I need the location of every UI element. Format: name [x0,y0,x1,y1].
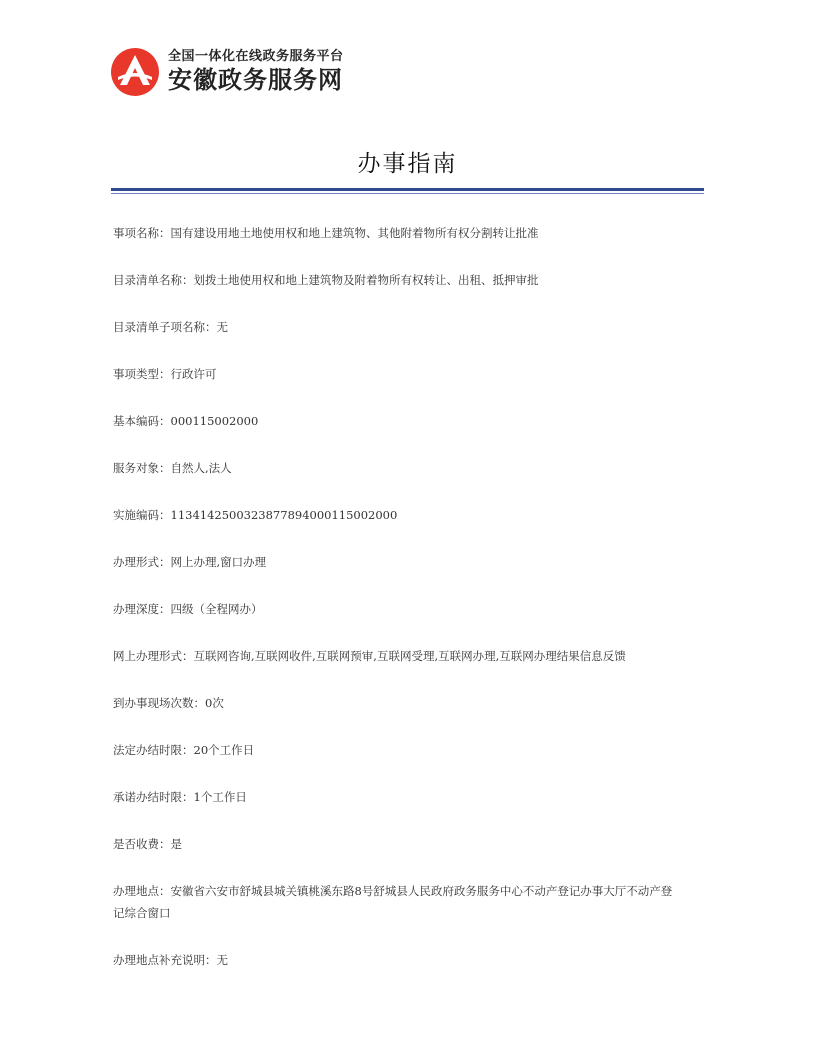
field-label: 事项类型： [113,367,171,381]
field-label: 承诺办结时限： [113,790,194,804]
field-value: 四级（全程网办） [170,602,263,616]
field-value: 行政许可 [170,367,217,381]
field-value: 000115002000 [170,414,259,428]
logo-text [168,49,344,95]
field-fee-charged [113,833,703,855]
field-value: 划拨土地使用权和地上建筑物及附着物所有权转让、出租、抵押审批 [193,273,539,287]
field-catalog-name [113,269,703,291]
field-handling-form [113,551,703,573]
field-implementation-code [113,504,703,526]
page-title: 办事指南 [357,151,458,177]
anhui-gov-logo-icon [110,47,160,97]
guide-fields [113,222,703,996]
field-label: 办理地点补充说明： [113,953,217,967]
field-value: 0次 [205,696,224,710]
field-value: 是 [170,837,182,851]
field-label: 网上办理形式： [113,649,194,663]
field-value: 网上办理,窗口办理 [170,555,267,569]
field-handling-depth [113,598,703,620]
field-label: 办理形式： [113,555,171,569]
field-label: 到办事现场次数： [113,696,205,710]
field-value: 安徽省六安市舒城县城关镇桃溪东路8号舒城县人民政府政务服务中心不动产登记办事大厅不动产登记综合窗口 [113,884,673,920]
field-value: 11341425003238778940001150020​00 [170,508,398,522]
field-value: 国有建设用地土地使用权和地上建筑物、其他附着物所有权分割转让批准 [170,226,539,240]
field-value: 自然人,法人 [170,461,232,475]
field-label: 实施编码： [113,508,171,522]
field-label: 是否收费： [113,837,171,851]
field-location-note [113,949,703,971]
field-catalog-subitem [113,316,703,338]
field-label: 办理地点： [113,884,171,898]
field-basic-code [113,410,703,432]
field-label: 目录清单子项名称： [113,320,217,334]
title-divider-thick [111,188,704,191]
field-label: 办理深度： [113,602,171,616]
field-label: 事项名称： [113,226,171,240]
field-onsite-visits [113,692,703,714]
title-divider-thin [111,193,704,194]
field-online-handling-form [113,645,703,667]
field-legal-time-limit [113,739,703,761]
field-label: 目录清单名称： [113,273,194,287]
field-value: 20个工作日 [193,743,255,757]
field-value: 无 [216,320,228,334]
field-label: 基本编码： [113,414,171,428]
field-value: 1个工作日 [193,790,247,804]
field-item-name [113,222,703,244]
field-promised-time-limit [113,786,703,808]
field-value: 无 [216,953,228,967]
field-item-type [113,363,703,385]
platform-name: 全国一体化在线政务服务平台 [168,49,344,64]
field-label: 法定办结时限： [113,743,194,757]
field-handling-location [113,880,683,924]
field-label: 服务对象： [113,461,171,475]
field-service-target [113,457,703,479]
site-name: 安徽政务服务网 [168,66,343,94]
site-header [110,44,344,100]
field-value: 互联网咨询,互联网收件,互联网预审,互联网受理,互联网办理,互联网办理结果信息反馈 [193,649,626,663]
